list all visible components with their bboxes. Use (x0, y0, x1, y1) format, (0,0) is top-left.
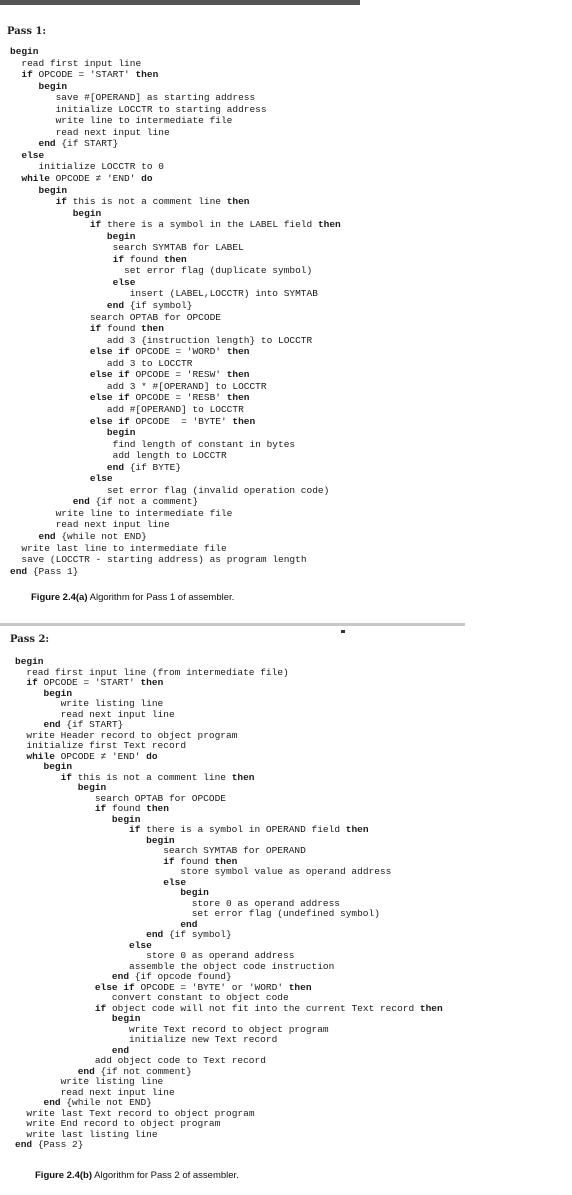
code-line: set error flag (duplicate symbol) (124, 265, 313, 277)
code-line: read next input line (55, 126, 170, 138)
code-line: begin (15, 656, 44, 667)
code-line: if found then (112, 253, 187, 265)
code-line: find length of constant in bytes (112, 438, 296, 450)
section-divider (0, 623, 465, 626)
pass2-title: Pass 2: (10, 634, 50, 645)
code-line: else if OPCODE = 'RESW' then (89, 369, 250, 381)
code-line: end {Pass 1} (10, 565, 79, 577)
code-line: write last line to intermediate file (21, 542, 227, 554)
code-line: end {if START} (38, 138, 119, 150)
code-line: write Text record to object program (129, 1023, 329, 1035)
pass2-algorithm (15, 657, 443, 1151)
code-line: read first input line (21, 57, 142, 69)
code-line: add 3 {instruction length} to LOCCTR (106, 334, 313, 346)
code-line: while OPCODE ≠ 'END' do (26, 750, 158, 762)
code-line: end {if symbol} (106, 300, 193, 312)
code-line: end {while not END} (43, 1097, 152, 1108)
code-line: initialize new Text record (129, 1034, 278, 1045)
code-line: read next input line (60, 1086, 175, 1098)
code-line: add 3 to LOCCTR (106, 357, 193, 369)
code-line: else (89, 473, 113, 485)
code-line: store 0 as operand address (191, 897, 341, 909)
code-line: write listing line (60, 698, 164, 709)
code-line: begin (10, 46, 39, 57)
code-line: read next input line (60, 708, 175, 720)
code-line: search SYMTAB for LABEL (112, 242, 244, 254)
code-line: end {if not comment} (77, 1065, 192, 1077)
code-line: begin (111, 813, 141, 825)
code-line: initialize first Text record (26, 740, 187, 751)
code-line: store 0 as operand address (146, 950, 295, 961)
code-line: set error flag (undefined symbol) (191, 908, 380, 919)
code-line: write last Text record to object program (26, 1107, 255, 1119)
code-line: add object code to Text record (94, 1055, 266, 1066)
pass1-algorithm (10, 46, 341, 577)
code-line: if OPCODE = 'START' then (21, 69, 159, 81)
code-line: read first input line (from intermediate file) (26, 666, 289, 678)
code-line: if there is a symbol in OPERAND field then (129, 824, 369, 835)
code-line: write Header record to object program (26, 729, 238, 741)
pass1-caption-number: Figure 2.4(a) (31, 592, 88, 603)
code-line: else (163, 876, 187, 888)
code-line: add #[OPERAND] to LOCCTR (106, 403, 244, 415)
top-rule (0, 0, 360, 5)
code-line: end {while not END} (38, 530, 147, 542)
code-line: write End record to object program (26, 1118, 221, 1129)
code-line: add 3 * #[OPERAND] to LOCCTR (106, 380, 267, 392)
code-line: begin (106, 427, 136, 439)
code-line: else if OPCODE = 'BYTE' then (89, 415, 256, 427)
code-line: else (129, 939, 152, 951)
code-line: begin (72, 207, 102, 219)
code-line: add length to LOCCTR (112, 450, 227, 462)
code-line: write last listing line (26, 1128, 158, 1140)
code-line: if object code will not fit into the current Text record then (94, 1002, 443, 1014)
code-line: search OPTAB for OPCODE (89, 311, 221, 323)
code-line: if this is not a comment line then (55, 196, 250, 208)
code-line: begin (180, 887, 209, 898)
pass2-caption (35, 1170, 239, 1181)
code-line: read next input line (55, 519, 170, 531)
code-line: write listing line (60, 1076, 164, 1087)
code-line: search OPTAB for OPCODE (94, 792, 226, 804)
code-line: insert (LABEL,LOCCTR) into SYMTAB (129, 288, 318, 300)
pass2-caption-number: Figure 2.4(b) (35, 1170, 93, 1181)
code-line: convert constant to object code (111, 992, 289, 1003)
pass2-caption-text: Algorithm for Pass 2 of assembler. (94, 1170, 239, 1181)
code-line: end (111, 1044, 130, 1056)
code-line: begin (77, 782, 107, 793)
stray-mark (341, 630, 345, 633)
code-line: else (112, 276, 136, 288)
code-line: end {if BYTE} (106, 461, 182, 473)
code-line: end {if START} (43, 719, 124, 730)
code-line: if found then (89, 323, 164, 335)
code-line: begin (43, 761, 73, 772)
pass1-caption (31, 592, 234, 603)
pass1-caption-text: Algorithm for Pass 1 of assembler. (89, 592, 235, 603)
code-line: begin (38, 184, 68, 196)
code-line: initialize LOCCTR to 0 (38, 161, 164, 173)
code-line: else if OPCODE = 'RESB' then (89, 392, 250, 404)
code-line: end {Pass 2} (15, 1139, 84, 1150)
code-line: search SYMTAB for OPERAND (163, 845, 306, 856)
code-line: if found then (163, 855, 238, 867)
code-line: else if OPCODE = 'WORD' then (89, 346, 250, 358)
code-line: begin (38, 80, 68, 92)
code-line: if there is a symbol in the LABEL field then (89, 219, 341, 231)
code-line: set error flag (invalid operation code) (106, 484, 330, 496)
code-line: else if OPCODE = 'BYTE' or 'WORD' then (94, 981, 312, 993)
code-line: write line to intermediate file (55, 115, 233, 127)
code-line: save #[OPERAND] as starting address (55, 92, 256, 104)
code-line: save (LOCCTR - starting address) as program length (21, 554, 307, 566)
pass1-title: Pass 1: (7, 26, 47, 37)
code-line: else (21, 149, 45, 161)
code-line: begin (43, 687, 73, 699)
code-line: begin (146, 834, 175, 846)
code-line: if this is not a comment line then (60, 771, 255, 783)
code-line: while OPCODE ≠ 'END' do (21, 173, 153, 185)
code-line: begin (111, 1013, 141, 1024)
code-line: if found then (94, 803, 169, 814)
code-line: store symbol value as operand address (180, 866, 392, 877)
code-line: end {if not a comment} (72, 496, 199, 508)
code-line: if OPCODE = 'START' then (26, 677, 164, 688)
code-line: assemble the object code instruction (129, 960, 335, 972)
code-line: end {if symbol} (146, 929, 232, 940)
code-line: begin (106, 230, 136, 242)
code-line: write line to intermediate file (55, 507, 233, 519)
code-line: end (180, 918, 198, 930)
code-line: end {if opcode found} (111, 971, 232, 982)
code-line: initialize LOCCTR to starting address (55, 103, 267, 115)
